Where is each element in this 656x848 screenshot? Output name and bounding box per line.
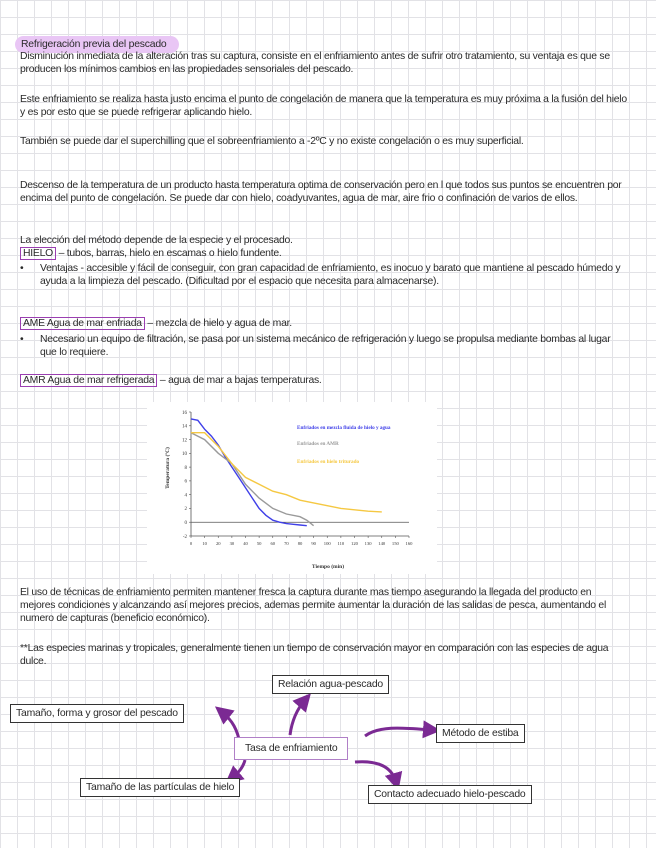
ame-label: AME Agua de mar enfriada <box>20 317 145 330</box>
node-cooling-rate: Tasa de enfriamiento <box>234 737 348 760</box>
paragraph-definition: Disminución inmediata de la alteración tras su captura, consiste en el enfriamiento antes de sufrir otro tratamiento, su ventaja es que se producen los mínimos cambios en las propiedades sensoriales del pescado. <box>20 51 610 75</box>
node-stowage-method: Método de estiba <box>436 724 525 743</box>
arrow-to-right <box>365 728 432 736</box>
chart-y-tick-label: 12 <box>182 438 187 444</box>
ame-bullet-text: Necesario un equipo de filtración, se pasa por un sistema mecánico de refrigeración y luego se propulsa mediante bombas al lugar que lo requiere. <box>40 334 611 358</box>
chart-x-tick-label: 70 <box>284 541 289 546</box>
node-fish-size: Tamaño, forma y grosor del pescado <box>10 704 184 723</box>
chart-x-tick-label: 30 <box>229 541 235 546</box>
chart-x-tick-label: 80 <box>297 541 303 546</box>
chart-y-tick-label: 8 <box>184 465 187 471</box>
amr-description: – agua de mar a bajas temperaturas. <box>159 375 322 386</box>
chart-x-tick-label: 60 <box>270 541 276 546</box>
node-ice-particle-size: Tamaño de las partículas de hielo <box>80 778 240 797</box>
chart-y-tick-label: 2 <box>184 507 187 513</box>
chart-x-tick-label: 100 <box>323 541 331 546</box>
chart-x-tick-label: 20 <box>215 541 221 546</box>
hielo-label: HIELO <box>20 247 56 260</box>
chart-y-tick-label: 14 <box>182 424 187 430</box>
node-ice-fish-contact: Contacto adecuado hielo-pescado <box>368 785 532 804</box>
chart-y-tick-label: 0 <box>184 521 187 527</box>
chart-x-tick-label: 120 <box>351 541 358 546</box>
chart-x-tick-label: 50 <box>256 541 262 546</box>
page-title: Refrigeración previa del pescado <box>15 36 179 53</box>
arrow-to-top <box>290 700 305 735</box>
chart-x-tick-label: 110 <box>337 541 345 546</box>
amr-label: AMR Agua de mar refrigerada <box>20 374 157 387</box>
chart-legend-entry-0: Enfriados en mezcla fluida de hielo y agua <box>297 425 391 431</box>
node-water-fish-ratio: Relación agua-pescado <box>272 675 389 694</box>
hielo-bullet-text: Ventajas - accesible y fácil de conseguir, con gran capacidad de enfriamiento, es inocuo y barato que mantiene al pescado húmedo y ayuda a la limpieza del pescado. (Dificultad por el espacio que necesita para almacenarse). <box>40 263 621 287</box>
bullet-marker: • <box>20 334 24 345</box>
chart-x-tick-label: 150 <box>391 541 399 546</box>
ame-description: – mezcla de hielo y agua de mar. <box>147 318 292 329</box>
chart-x-tick-label: 10 <box>202 541 207 546</box>
arrow-to-bottom-right <box>355 762 396 782</box>
chart-y-tick-label: 4 <box>184 493 187 499</box>
chart-x-tick-label: 140 <box>378 541 386 546</box>
chart-y-tick-label: -2 <box>182 534 187 540</box>
paragraph-temperature-descent: Descenso de la temperatura de un producto hasta temperatura optima de conservación pero en l que todos sus puntos se encuentren por encima del punto de congelación. Se puede dar con hielo, coadyuvantes, agua de mar, aire frio o confinación de varios de ellos. <box>20 180 622 204</box>
hielo-description: – tubos, barras, hielo en escamas o hielo fundente. <box>58 248 282 259</box>
chart-x-tick-label: 40 <box>243 541 248 546</box>
paragraph-species-note: **Las especies marinas y tropicales, generalmente tienen un tiempo de conservación mayor en comparación con las especies de agua dulce. <box>20 643 609 667</box>
chart-y-tick-label: 6 <box>184 479 187 485</box>
bullet-marker: • <box>20 263 24 274</box>
chart-x-tick-label: 130 <box>364 541 372 546</box>
chart-x-tick-label: 90 <box>311 541 316 546</box>
chart-x-tick-label: 160 <box>405 541 413 546</box>
chart-y-tick-label: 16 <box>182 410 187 416</box>
chart-y-axis-label: Temperatura (ºC) <box>165 447 171 489</box>
paragraph-superchilling: También se puede dar el superchilling que el sobreenfriamiento a -2ºC y no existe congelación o es muy superficial. <box>20 136 524 147</box>
arrow-to-bottom-left <box>232 760 245 778</box>
chart-x-tick-label: 0 <box>189 541 193 546</box>
chart-y-tick-label: 10 <box>182 452 187 458</box>
chart-x-axis-label: Tiempo (min) <box>311 564 345 570</box>
chart-legend-entry-1: Enfriados en AMR <box>297 441 339 447</box>
chart-legend-entry-2: Enfriados en hielo triturado <box>297 459 360 465</box>
paragraph-benefits: El uso de técnicas de enfriamiento permiten mantener fresca la captura durante mas tiempo asegurando la llegada del producto en mejores condiciones y alcanzando así mejores precios, ademas permite aumentar la duración de las salidas de pesca, aumentando el numero de capturas (beneficio económico). <box>20 587 607 624</box>
paragraph-process: Este enfriamiento se realiza hasta justo encima el punto de congelación de manera que la temperatura es muy próxima a la fusión del hielo y es por esto que se puede refrigerar aplicando hielo. <box>20 94 627 118</box>
paragraph-method-choice: La elección del método depende de la especie y el procesado. <box>20 235 293 246</box>
